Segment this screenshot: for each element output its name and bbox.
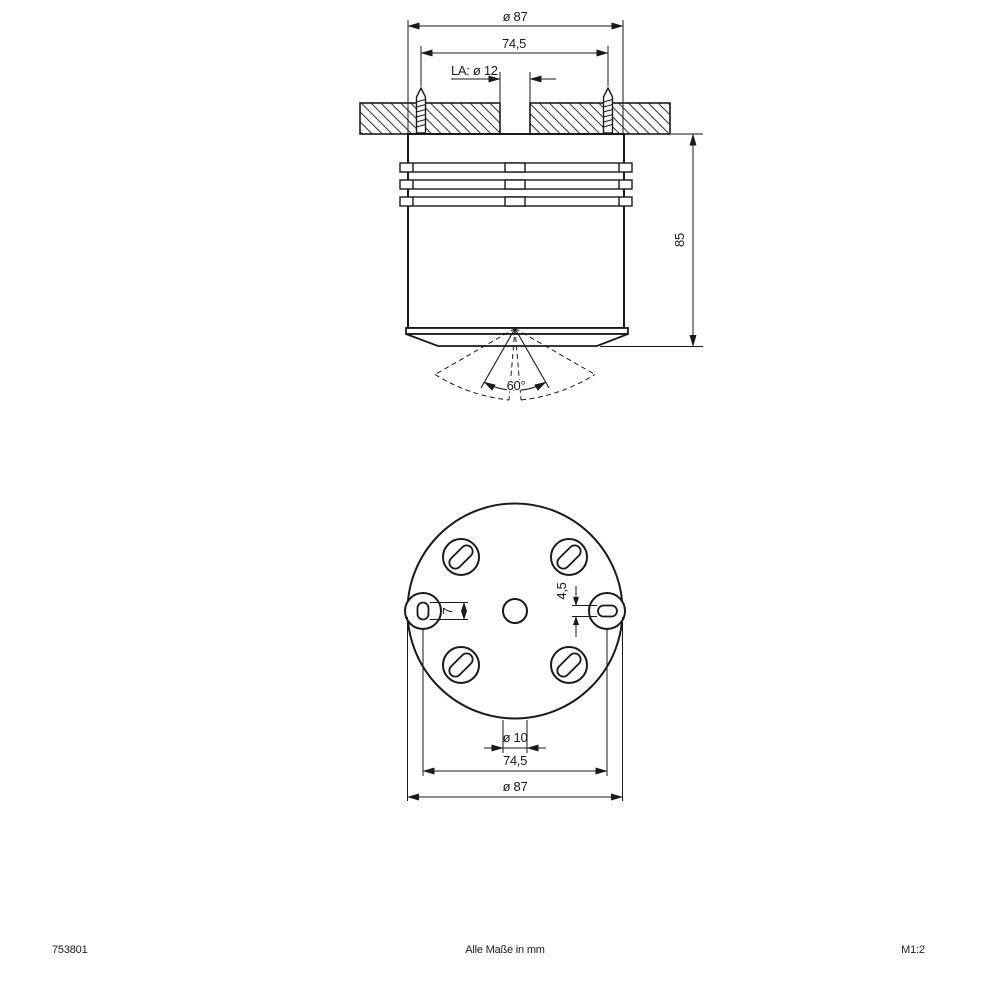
- dim-center-hole: [484, 720, 546, 753]
- beam-angle-label: 60°: [506, 378, 526, 393]
- dim-ceiling-cutout-label: LA: ø 12: [451, 63, 498, 78]
- bottom-view: [405, 504, 625, 802]
- center-hole: [503, 599, 527, 623]
- keyhole-slot-right: [598, 606, 617, 617]
- dim-outer-diameter-top-label: ø 87: [502, 9, 528, 24]
- mounting-screw-right: [604, 88, 613, 133]
- dim-height-label: 85: [672, 233, 687, 247]
- vent-slot-row-1: [400, 163, 632, 172]
- dim-outer-diameter-bottom-label: ø 87: [502, 779, 528, 794]
- drawing-scale: M1:2: [901, 944, 925, 956]
- units-note: Alle Maße in mm: [465, 944, 545, 956]
- ceiling-section-left: [360, 103, 500, 134]
- slot-boss-bottom-left: [443, 647, 479, 683]
- slot-boss-top-right: [551, 539, 587, 575]
- keyhole-slot-left: [418, 603, 429, 620]
- vent-slot-rows: [400, 163, 632, 206]
- ceiling-section: [360, 103, 670, 134]
- slot-boss-bottom-right: [551, 647, 587, 683]
- dim-fixing-distance-bottom-label: 74,5: [502, 753, 528, 768]
- dim-fixing-distance-top: [421, 36, 608, 53]
- vent-slot-row-3: [400, 197, 632, 206]
- footer: [52, 944, 925, 956]
- dim-center-hole-label: ø 10: [502, 730, 528, 745]
- fixture-bottom-taper: [406, 334, 628, 346]
- dim-slot-length-label: 7: [440, 607, 455, 615]
- ceiling-section-right: [530, 103, 670, 134]
- slot-boss-top-left: [443, 539, 479, 575]
- dim-outer-diameter-top: [408, 9, 623, 26]
- mounting-screw-left: [417, 88, 426, 133]
- side-view: [360, 9, 703, 400]
- dim-slot-width-label: 4,5: [554, 582, 569, 600]
- article-number: 753801: [52, 944, 88, 956]
- dim-ceiling-cutout: [451, 63, 556, 79]
- dim-fixing-distance-top-label: 74,5: [501, 36, 527, 51]
- vent-slot-row-2: [400, 180, 632, 189]
